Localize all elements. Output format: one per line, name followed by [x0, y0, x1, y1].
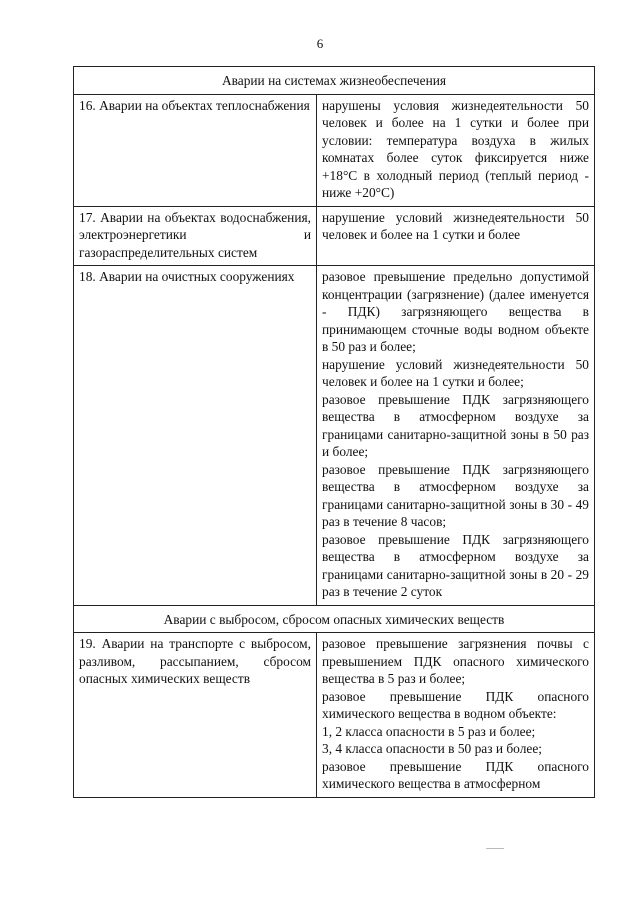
- criteria-paragraph: разовое превышение загрязнения почвы с превышением ПДК опасного химического вещества в 5 раз и более;: [322, 636, 589, 686]
- section-header-row: [74, 605, 595, 633]
- emergency-criteria-table: [73, 66, 595, 798]
- criteria-cell: [317, 266, 595, 606]
- emergency-type-cell: 17. Аварии на объектах водоснабжения, электроэнергетики и газораспределительных систем: [74, 206, 317, 266]
- criteria-paragraph: разовое превышение предельно допустимой концентрации (загрязнение) (далее именуется - ПДК) загрязняющего вещества в принимающем сточные воды водном объекте в 50 раз и более;: [322, 269, 589, 354]
- emergency-type-cell: 19. Аварии на транспорте с выбросом, разливом, рассыпанием, сбросом опасных химических веществ: [74, 633, 317, 798]
- scan-mark: [486, 848, 504, 849]
- criteria-cell: [317, 206, 595, 266]
- criteria-paragraph: нарушены условия жизнедеятельности 50 человек и более на 1 сутки и более при условии: температура воздуха в жилых комнатах более суток фиксируется ниже +18°С в холодный период (теплый период - ниже +20°С): [322, 97, 589, 200]
- criteria-paragraph: разовое превышение ПДК загрязняющего вещества в атмосферном воздухе за границами санитарно-защитной зоны в 20 - 29 раз в течение 2 суток: [322, 531, 589, 599]
- table-row: [74, 206, 595, 266]
- section-title: Аварии на системах жизнеобеспечения: [74, 67, 595, 95]
- criteria-paragraph: разовое превышение ПДК опасного химического вещества в атмосферном: [322, 758, 589, 791]
- criteria-cell: [317, 94, 595, 206]
- emergency-type-cell: 16. Аварии на объектах теплоснабжения: [74, 94, 317, 206]
- page-number: 6: [316, 36, 324, 51]
- criteria-paragraph: разовое превышение ПДК загрязняющего вещества в атмосферном воздухе за границами санитарно-защитной зоны в 30 - 49 раз в течение 8 часов;: [322, 461, 589, 529]
- criteria-paragraph: 3, 4 класса опасности в 50 раз и более;: [322, 741, 542, 756]
- criteria-paragraph: нарушение условий жизнедеятельности 50 человек и более на 1 сутки и более: [322, 209, 589, 242]
- emergency-type-cell: 18. Аварии на очистных сооружениях: [74, 266, 317, 606]
- criteria-paragraph: нарушение условий жизнедеятельности 50 человек и более на 1 сутки и более;: [322, 356, 589, 389]
- table-row: [74, 94, 595, 206]
- criteria-paragraph: 1, 2 класса опасности в 5 раз и более;: [322, 723, 536, 739]
- criteria-paragraph: разовое превышение ПДК загрязняющего вещества в атмосферном воздухе за границами санитарно-защитной зоны в 50 раз и более;: [322, 391, 589, 459]
- table-row: [74, 266, 595, 606]
- section-title: Аварии с выбросом, сбросом опасных химических веществ: [74, 605, 595, 633]
- table-row: [74, 633, 595, 798]
- criteria-cell: [317, 633, 595, 798]
- section-header-row: [74, 67, 595, 95]
- criteria-paragraph: разовое превышение ПДК опасного химического вещества в водном объекте:: [322, 688, 589, 721]
